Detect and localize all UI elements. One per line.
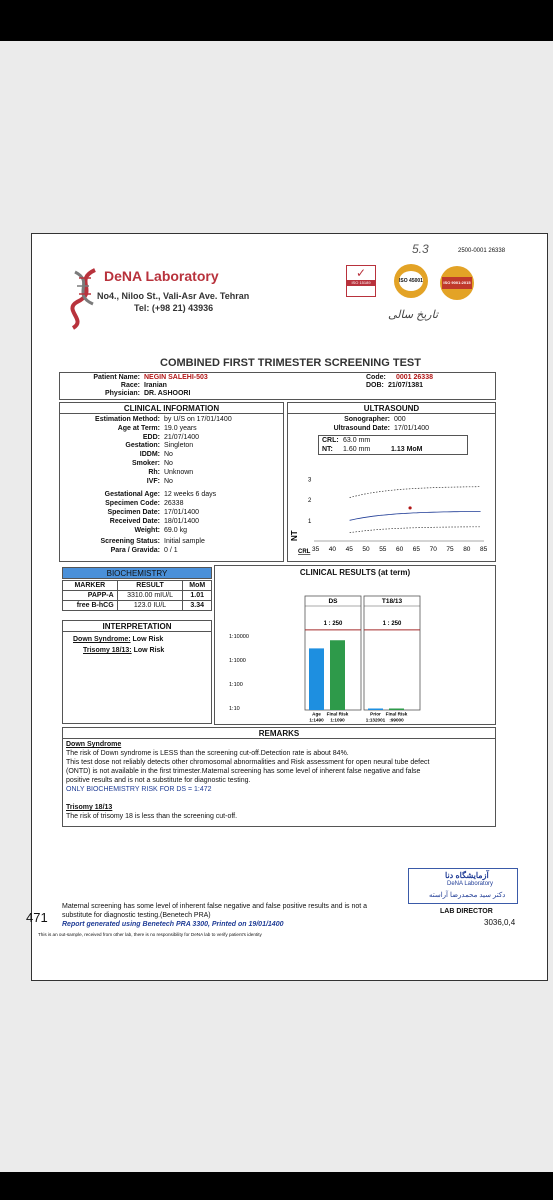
nt-label: NT: — [322, 446, 333, 453]
clinical-label: Gestation: — [125, 442, 160, 450]
x-tick-label: 40 — [328, 546, 337, 553]
status-bar — [0, 0, 553, 41]
clinical-label: Specimen Code: — [105, 500, 160, 508]
patient-code: 0001 26338 — [396, 374, 433, 381]
clinical-value: No — [164, 477, 173, 485]
clinical-label: IDDM: — [139, 451, 160, 459]
nt-axis-label: NT — [290, 530, 299, 541]
nt-crl-chart — [288, 459, 495, 561]
navigation-bar — [0, 1172, 553, 1200]
cutoff-label: 1 : 250 — [382, 620, 402, 627]
interpretation-title: INTERPRETATION — [63, 622, 211, 632]
clinical-value: 69.0 kg — [164, 526, 187, 534]
trisomy-heading: Trisomy 18/13 — [66, 804, 113, 811]
stamp-lab-name: آزمایشگاه دنا — [445, 871, 489, 880]
x-tick-label: 60 — [396, 546, 404, 553]
clinical-label: Para / Gravida: — [110, 547, 160, 555]
crl-axis-label: CRL — [298, 549, 311, 555]
patient-name: NEGIN SALEHI-503 — [144, 374, 208, 381]
clinical-value: 18/01/1400 — [164, 517, 200, 525]
interpretation-box — [62, 620, 212, 724]
check-icon: ✓ — [355, 266, 367, 280]
clinical-value: 21/07/1400 — [164, 433, 200, 441]
clinical-value: 0 / 1 — [164, 547, 178, 555]
mom-header: MoM — [183, 581, 212, 591]
patient-race: Iranian — [144, 382, 167, 389]
ultrasound-date-label: Ultrasound Date: — [333, 425, 390, 432]
sonographer-value: 000 — [394, 416, 406, 423]
race-label: Race: — [120, 382, 140, 389]
cutoff-label: 1 : 250 — [323, 620, 343, 627]
remarks-title: REMARKS — [63, 729, 495, 739]
physician-label: Physician: — [104, 390, 140, 397]
mom-cell: 3.34 — [183, 601, 212, 611]
bar-label: Final Risk — [326, 711, 349, 717]
bar-label: Prior — [370, 711, 381, 717]
ds-remark-1: The risk of Down syndrome is LESS than the screening cut-off.Detection rate is about 84%. — [66, 750, 349, 757]
footer-generated: Report generated using Benetech PRA 3300, Printed on 19/01/1400 — [62, 921, 284, 928]
y-tick-label: 1:100 — [229, 682, 243, 688]
bar-value-label: :99000 — [389, 717, 404, 723]
clinical-label: Age at Term: — [117, 424, 160, 432]
panel-name: DS — [328, 598, 338, 605]
result-cell: 3310.00 mIU/L — [117, 591, 183, 601]
nt-mom: 1.13 MoM — [391, 446, 423, 453]
x-tick-label: 75 — [446, 546, 454, 553]
risk-bar — [330, 640, 345, 710]
report-title: COMBINED FIRST TRIMESTER SCREENING TEST — [160, 357, 421, 369]
median-reference-curve — [350, 511, 481, 520]
ultrasound-title: ULTRASOUND — [288, 404, 495, 414]
crl-value: 63.0 mm — [343, 437, 371, 444]
marker-cell: PAPP-A — [63, 591, 118, 601]
code-label: Code: — [366, 374, 386, 381]
lab-director-code: 3036,0,4 — [484, 918, 516, 927]
y-tick-label: 1:1000 — [229, 658, 246, 664]
risk-bar — [389, 709, 404, 711]
clinical-info-title: CLINICAL INFORMATION — [60, 404, 283, 414]
result-cell: 123.0 IU/L — [117, 601, 183, 611]
clinical-label: Rh: — [148, 468, 160, 476]
clinical-label: Specimen Date: — [107, 509, 160, 516]
sonographer-label: Sonographer: — [344, 416, 390, 423]
clinical-value: No — [164, 460, 173, 467]
y-tick-label: 1 — [308, 518, 312, 525]
patient-info-box — [59, 372, 496, 400]
trisomy-label: Trisomy 18/13: — [83, 647, 132, 654]
lab-address: No4., Niloo St., Vali-Asr Ave. Tehran — [97, 291, 250, 301]
mom-cell: 1.01 — [183, 591, 212, 601]
page-number: 471 — [26, 910, 48, 925]
ds-remark-2: This test dose not reliably detects other chromosomal abnormalities and Risk assessment for open neural tube defect — [66, 759, 430, 766]
footer-note: This is an out-sample, received from other lab, there is no responsibility for DeNA lab to verify patient's identity — [38, 932, 262, 937]
ultrasound-date: 17/01/1400 — [394, 425, 430, 432]
bar-value-label: 1:1090 — [330, 717, 345, 723]
iso9001-seal: ISO 9001:2015 — [440, 266, 474, 300]
remarks-box — [62, 727, 496, 827]
clinical-results-box — [214, 565, 496, 725]
y-tick-label: 2 — [308, 498, 312, 505]
clinical-value: 19.0 years — [164, 424, 197, 432]
patient-name-label: Patient Name: — [93, 374, 140, 381]
biochemistry-table — [62, 580, 212, 611]
patient-nt-point — [408, 506, 411, 509]
clinical-label: Gestational Age: — [104, 491, 160, 499]
stamp-lab-name-en: DeNA Laboratory — [447, 881, 494, 887]
x-tick-label: 85 — [480, 546, 488, 553]
iso15189-badge: ✓ ISO 15189 — [346, 265, 376, 297]
marker-cell: free B-hCG — [63, 601, 118, 611]
y-tick-label: 3 — [308, 477, 312, 484]
clinical-value: 17/01/1400 — [164, 509, 200, 516]
iso45001-seal: ISO 45001 — [394, 264, 428, 298]
dob-label: DOB: — [366, 382, 384, 389]
clinical-value: Singleton — [164, 442, 194, 450]
patient-dob: 21/07/1381 — [388, 382, 424, 389]
x-tick-label: 70 — [429, 546, 437, 553]
lab-name: DeNA Laboratory — [104, 268, 219, 284]
biochemistry-title: BIOCHEMISTRY — [62, 567, 212, 579]
clinical-info-box — [59, 402, 284, 562]
clinical-label: EDD: — [142, 433, 160, 441]
table-row — [63, 601, 212, 611]
lower-reference-curve — [350, 527, 481, 533]
marker-header: MARKER — [63, 581, 118, 591]
bar-value-label: 1:1490 — [309, 717, 324, 723]
trisomy-risk: Low Risk — [133, 647, 165, 654]
panel-frame — [364, 596, 420, 710]
bar-label: Final Risk — [385, 711, 408, 717]
result-header: RESULT — [117, 581, 183, 591]
x-tick-label: 45 — [345, 546, 353, 553]
clinical-label: Received Date: — [109, 517, 160, 525]
ds-heading: Down Syndrome — [66, 741, 122, 748]
crl-nt-box — [318, 435, 468, 455]
upper-reference-curve — [350, 487, 481, 498]
y-tick-label: 1:10 — [229, 706, 240, 712]
footer-disclaimer-1: Maternal screening has some level of inherent false negative and false positive results and is not a — [62, 903, 368, 910]
handwritten-number: 5.3 — [412, 242, 429, 256]
bar-value-label: 1:132001 — [365, 717, 386, 723]
risk-chart — [215, 578, 495, 724]
clinical-label: Weight: — [134, 526, 160, 534]
clinical-value: Initial sample — [164, 538, 205, 546]
stamp-doctor-name: دکتر سید محمدرضا آراسته — [429, 892, 506, 899]
lab-stamp — [408, 868, 518, 904]
clinical-label: Screening Status: — [100, 538, 160, 546]
ds-remark-4: positive results and is not a substitute for diagnostic testing. — [66, 777, 251, 784]
clinical-value: 26338 — [164, 500, 184, 508]
down-syndrome-label: Down Syndrome: — [73, 636, 131, 643]
clinical-value: by U/S on 17/01/1400 — [164, 416, 232, 423]
ds-biochem-risk: ONLY BIOCHEMISTRY RISK FOR DS = 1:472 — [66, 786, 212, 793]
lab-director-label: LAB DIRECTOR — [440, 908, 493, 915]
physician-name: DR. ASHOORI — [144, 390, 191, 397]
ultrasound-box — [287, 402, 496, 562]
clinical-label: Smoker: — [131, 460, 160, 467]
down-syndrome-risk: Low Risk — [132, 636, 164, 643]
footer-disclaimer-2: substitute for diagnostic testing.(Benetech PRA) — [62, 912, 211, 919]
trisomy-remark: The risk of trisomy 18 is less than the screening cut-off. — [66, 813, 238, 820]
document-code: 2500-0001 26338 — [458, 248, 506, 254]
table-row — [63, 591, 212, 601]
x-tick-label: 50 — [362, 546, 370, 553]
clinical-value: No — [164, 451, 173, 459]
clinical-results-title: CLINICAL RESULTS (at term) — [299, 568, 411, 577]
clinical-value: 12 weeks 6 days — [164, 491, 217, 499]
clinical-value: Unknown — [164, 468, 194, 476]
crl-label: CRL: — [322, 437, 339, 444]
handwritten-note: تاریخ سالی — [388, 309, 439, 321]
biochemistry-header-row — [63, 581, 212, 591]
x-tick-label: 55 — [379, 546, 387, 553]
nt-value: 1.60 mm — [343, 446, 371, 453]
risk-bar — [309, 648, 324, 710]
clinical-label: Estimation Method: — [95, 416, 160, 423]
x-tick-label: 65 — [412, 546, 421, 553]
panel-name: T18/13 — [381, 598, 403, 605]
clinical-label: IVF: — [146, 477, 160, 485]
bar-label: Age — [312, 711, 321, 717]
risk-bar — [368, 709, 383, 711]
x-tick-label: 35 — [312, 546, 320, 553]
y-tick-label: 1:10000 — [229, 634, 249, 640]
report-page — [26, 233, 548, 981]
lab-tel: Tel: (+98 21) 43936 — [134, 303, 214, 313]
ds-remark-3: (ONTD) is not available in the first trimester.Maternal screening has some level of inherent false negative and false — [66, 768, 421, 775]
x-tick-label: 80 — [463, 546, 471, 553]
